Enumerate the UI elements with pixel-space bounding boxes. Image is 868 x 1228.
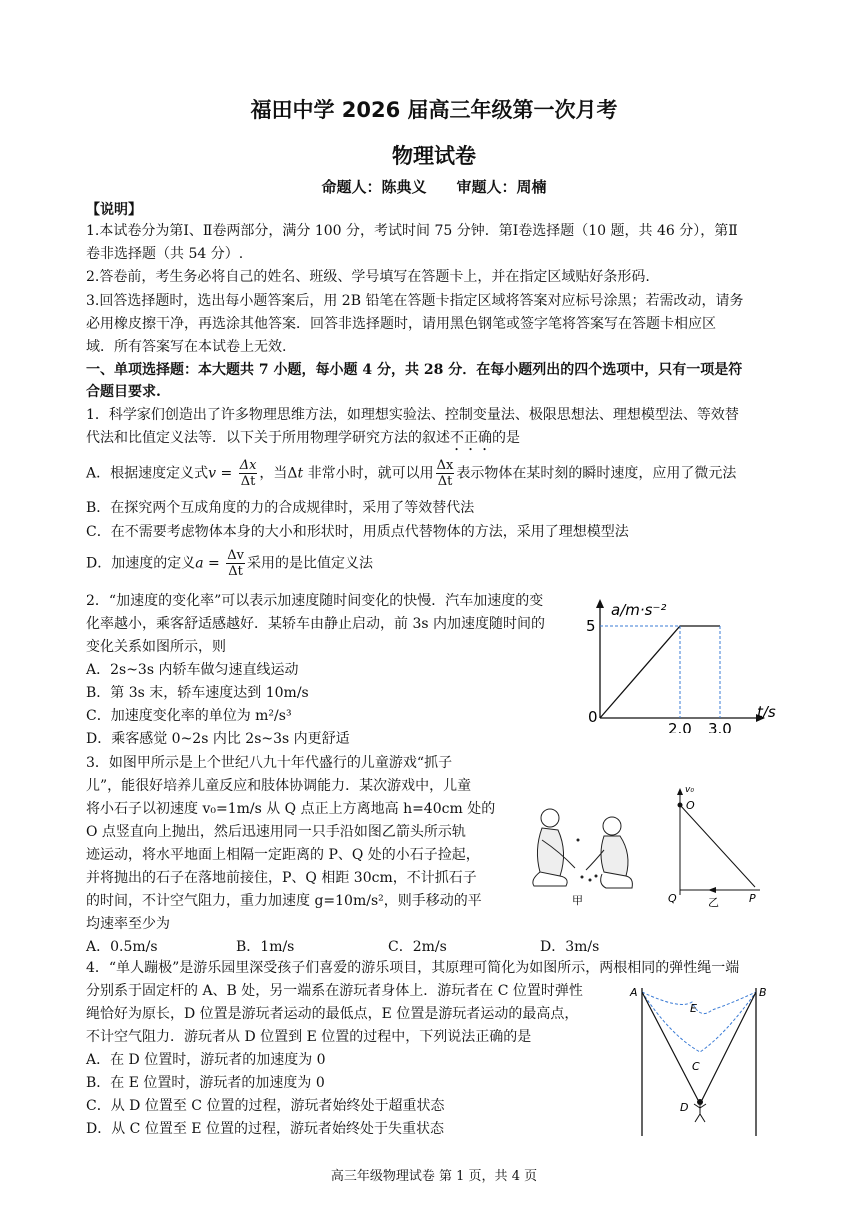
label-Q: Q — [668, 892, 677, 905]
q3-option-d[interactable]: D．3m/s — [540, 939, 600, 955]
q3-option-b[interactable]: B．1m/s — [236, 939, 295, 955]
instruction-line: 3.回答选择题时，选出每小题答案后，用 2B 铅笔在答题卡指定区域将答案对应标号涂黑；若需改动，请务 — [86, 293, 744, 309]
q3-stem: 将小石子以初速度 v₀=1m/s 从 Q 点正上方离地高 h=40cm 处的 — [86, 801, 496, 817]
label-E: E — [690, 1002, 697, 1015]
q3-stem: 并将抛出的石子在落地前接住，P、Q 相距 30cm，不计抓石子 — [86, 870, 477, 886]
series-line — [600, 626, 720, 718]
q3-stem: 均速率至少为 — [86, 916, 170, 932]
y-axis-arrow — [596, 599, 604, 608]
q2-stem: 变化关系如图所示，则 — [86, 639, 226, 655]
subject-title: 物理试卷 — [392, 144, 476, 168]
exam-title: 福田中学 2026 届高三年级第一次月考 — [250, 98, 618, 122]
instruction-line: 2.答卷前，考生务必将自己的姓名、班级、学号填写在答题卡上，并在指定区域贴好条形码. — [86, 269, 650, 285]
v0-arrow — [677, 788, 683, 795]
bungee-figure — [620, 980, 780, 1140]
q4-option-b[interactable]: B．在 E 位置时，游玩者的加速度为 0 — [86, 1075, 325, 1091]
acceleration-time-graph — [585, 593, 785, 733]
q4-stem: 不计空气阻力．游玩者从 D 位置到 E 位置的过程中，下列说法正确的是 — [86, 1029, 532, 1045]
x-axis-label: t/s — [757, 703, 776, 721]
label-A: A — [630, 986, 638, 999]
instructions-heading: 【说明】 — [86, 202, 142, 218]
tick-label-x: 3.0 — [708, 720, 732, 733]
fig-label-jia: 甲 — [572, 894, 583, 907]
q2-option-c[interactable]: C．加速度变化率的单位为 m²/s³ — [86, 708, 292, 724]
instruction-line: 域．所有答案写在本试卷上无效. — [86, 339, 287, 355]
q4-stem: 绳恰好为原长，D 位置是游玩者运动的最低点，E 位置是游玩者运动的最高点， — [86, 1006, 579, 1022]
tick-label-origin: 0 — [588, 708, 598, 726]
q1-option-b[interactable]: B．在探究两个互成角度的力的合成规律时，采用了等效替代法 — [86, 500, 475, 516]
player-head — [697, 1099, 703, 1105]
q1-option-c[interactable]: C．在不需要考虑物体本身的大小和形状时，用质点代替物体的方法，采用了理想模型法 — [86, 524, 629, 540]
instruction-line: 1.本试卷分为第Ⅰ、Ⅱ卷两部分，满分 100 分，考试时间 75 分钟．第Ⅰ卷选择题（10 题，共 46 分），第Ⅱ — [86, 223, 738, 239]
q1-stem: 1．科学家们创造出了许多物理思维方法，如理想实验法、控制变量法、极限思想法、理想模型法、等效替 — [86, 407, 739, 423]
q4-option-a[interactable]: A．在 D 位置时，游玩者的加速度为 0 — [86, 1052, 326, 1068]
q3-stem: O 点竖直向上抛出，然后迅速用同一只手沿如图乙箭头所示轨 — [86, 824, 466, 840]
label-C: C — [692, 1060, 700, 1073]
rope-E-position — [642, 992, 756, 1014]
instruction-line: 必用橡皮擦干净，再选涂其他答案．回答非选择题时，请用黑色钢笔或签字笔将答案写在答题卡相应区 — [86, 316, 716, 332]
section-heading: 一、单项选择题：本大题共 7 小题，每小题 4 分，共 28 分．在每小题列出的四个选项中，只有一项是符 — [86, 362, 743, 378]
y-axis-label: a/m·s⁻² — [611, 601, 667, 619]
tick-label-x: 2.0 — [668, 720, 692, 733]
q3-option-a[interactable]: A．0.5m/s — [86, 939, 158, 955]
q2-option-d[interactable]: D．乘客感觉 0~2s 内比 2s~3s 内更舒适 — [86, 731, 350, 747]
q4-option-d[interactable]: D．从 C 位置至 E 位置的过程，游玩者始终处于失重状态 — [86, 1121, 444, 1137]
tick-label-y: 5 — [586, 617, 596, 635]
pebbles — [577, 839, 598, 882]
q2-option-a[interactable]: A．2s~3s 内轿车做匀速直线运动 — [86, 662, 299, 678]
child-figure-right — [586, 817, 632, 888]
q4-stem: 分别系于固定杆的 A、B 处，另一端系在游玩者身体上．游玩者在 C 位置时弹性 — [86, 983, 583, 999]
page-footer: 高三年级物理试卷 第 1 页，共 4 页 — [330, 1169, 538, 1184]
rope-C-position — [642, 992, 756, 1052]
instruction-line: 卷非选择题（共 54 分）. — [86, 246, 244, 262]
label-P: P — [749, 892, 756, 905]
q3-stem: 的时间，不计空气阻力，重力加速度 g=10m/s²，则手移动的平 — [86, 893, 482, 909]
rope-D-right — [702, 992, 756, 1100]
q1-option-d[interactable]: D．加速度的定义a = $\frac{\Delta v}{\Delta t}$ 采用的是比值定义法 — [86, 548, 373, 579]
q4-stem: 4．“单人蹦极”是游乐园里深受孩子们喜爱的游乐项目，其原理可简化为如图所示，两根相同的弹性绳一端 — [86, 960, 740, 976]
q1-stem-cont: 代法和比值定义法等．以下关于所用物理学研究方法的叙述不正确的是 — [86, 430, 520, 446]
q2-option-b[interactable]: B．第 3s 末，轿车速度达到 10m/s — [86, 685, 309, 701]
player-body — [694, 1104, 706, 1122]
fig-label-yi: 乙 — [708, 896, 719, 909]
emphasis-text: 不正确 — [450, 430, 492, 446]
v0-label: v₀ — [685, 785, 694, 795]
section-heading-cont: 合题目要求. — [86, 384, 161, 400]
q4-option-c[interactable]: C．从 D 位置至 C 位置的过程，游玩者始终处于超重状态 — [86, 1098, 445, 1114]
label-O: O — [686, 799, 695, 812]
q1-option-a[interactable]: A．根据速度定义式v = $\frac{\Delta x}{\Delta t}$ ，当Δt 非常小时，就可以用 $\frac{\Delta x}{\Delta t}$ 表示物体在某时刻的瞬时速度，应用了微元法 — [86, 458, 737, 489]
q3-option-c[interactable]: C．2m/s — [388, 939, 447, 955]
q3-figure — [520, 780, 790, 910]
child-figure-left — [533, 809, 575, 886]
path-O-to-P — [680, 805, 755, 887]
q2-stem: 2．“加速度的变化率”可以表示加速度随时间变化的快慢．汽车加速度的变 — [86, 593, 544, 609]
q3-stem: 3．如图甲所示是上个世纪八九十年代盛行的儿童游戏“抓子 — [86, 755, 453, 771]
label-D: D — [680, 1101, 689, 1114]
q2-stem: 化率越小，乘客舒适感越好．某轿车由静止启动，前 3s 内加速度随时间的 — [86, 616, 545, 632]
q3-stem: 儿”，能很好培养儿童反应和肢体协调能力．某次游戏中，儿童 — [86, 778, 472, 794]
authors-line: 命题人：陈典义 审题人：周楠 — [321, 178, 547, 196]
label-B: B — [759, 986, 767, 999]
q3-stem: 迹运动，将水平地面上相隔一定距离的 P、Q 处的小石子捡起， — [86, 847, 480, 863]
